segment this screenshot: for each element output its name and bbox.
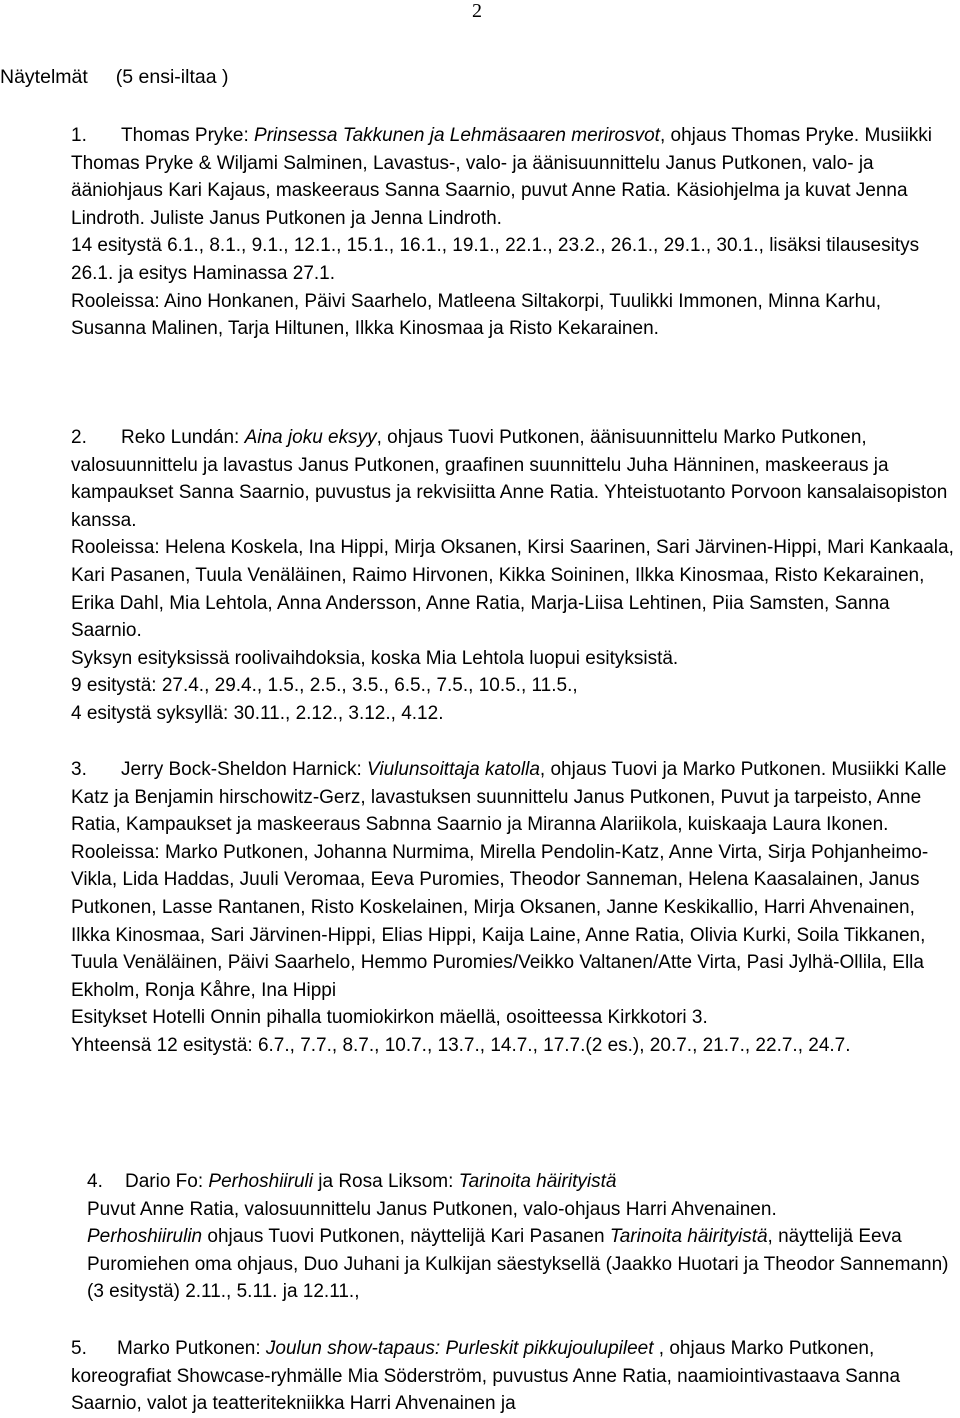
play-credits: , ohjaus Tuovi Putkonen, äänisuunnittelu Marko Putkonen, valosuunnittelu ja lavastus Janus Putkonen, graafinen suunnittelu Juha Hänninen, maskeeraus ja kampaukset Sanna Saarnio, puvustus ja rekvisiitta Anne Ratia. Yhteistuotanto Porvoon kansalaisopiston kanssa. bbox=[71, 427, 948, 531]
play-title-a: Perhoshiiruli bbox=[208, 1171, 313, 1192]
play-author: Reko Lundán: bbox=[121, 427, 245, 448]
play-credits: , ohjaus Thomas Pryke. Musiikki Thomas Pryke & Wiljami Salminen, Lavastus-, valo- ja äänisuunnittelu Janus Putkonen, valo- ja ääniohjaus Kari Kajaus, maskeeraus Sanna Saarnio, puvut Anne Ratia. Käsiohjelma ja kuvat Jenna Lindroth. Juliste Janus Putkonen ja Jenna Lindroth. bbox=[71, 125, 933, 229]
play-performances: Yhteensä 12 esitystä: 6.7., 7.7., 8.7., 10.7., 13.7., 14.7., 17.7.(2 es.), 20.7., 21.7., 22.7., 24.7. bbox=[71, 1034, 851, 1056]
play-details bbox=[87, 1223, 957, 1306]
play-entry-3 bbox=[71, 756, 956, 1060]
heading-title: Näytelmät bbox=[0, 66, 88, 88]
play-cast: Rooleissa: Marko Putkonen, Johanna Nurmima, Mirella Pendolin-Katz, Anne Virta, Sirja Pohjanheimo-Vikla, Lida Haddas, Juuli Veromaa, Eeva Puromies, Theodor Sanneman, Helena Kaasalainen, Janus Putkonen, Lasse Rantanen, Risto Koskelainen, Mirja Oksanen, Janne Keskikallio, Harri Ahvenainen, Ilkka Kinosmaa, Sari Järvinen-Hippi, Elias Hippi, Kaija Laine, Anne Ratia, Olivia Kurki, Soila Tikkanen, Tuula Venäläinen, Päivi Saarhelo, Hemmo Puromies/Veikko Valtanen/Atte Virta, Pasi Jylhä-Ollila, Ella Ekholm, Ronja Kåhre, Ina Hippi bbox=[71, 841, 929, 1001]
play-performances: 14 esitystä 6.1., 8.1., 9.1., 12.1., 15.1., 16.1., 19.1., 22.1., 23.2., 26.1., 29.1., 30.1., lisäksi tilausesitys 26.1. ja esitys Haminassa 27.1. bbox=[71, 235, 920, 284]
entry-number: 4. bbox=[87, 1171, 103, 1192]
entry-number: 1. bbox=[71, 125, 87, 146]
entry-number: 2. bbox=[71, 427, 87, 448]
entry-number: 3. bbox=[71, 759, 87, 780]
play-title: Aina joku eksyy bbox=[244, 427, 377, 448]
play-joiner: ja Rosa Liksom: bbox=[312, 1171, 459, 1192]
play-title-b: Tarinoita häirityistä bbox=[458, 1171, 617, 1192]
play-entry-1 bbox=[71, 122, 956, 343]
play-credits: , ohjaus Marko Putkonen, koreografiat Showcase-ryhmälle Mia Söderström, puvustus Anne Ratia, naamiointivastaava Sanna Saarnio, valot ja teatteritekniikka Harri Ahvenainen ja bbox=[71, 1338, 901, 1415]
play-entry-2 bbox=[71, 424, 956, 728]
play-cast: Rooleissa: Aino Honkanen, Päivi Saarhelo, Matleena Siltakorpi, Tuulikki Immonen, Minna Karhu, Susanna Malinen, Tarja Hiltunen, Ilkka Kinosmaa ja Risto Kekarainen. bbox=[71, 290, 882, 340]
play-author: Jerry Bock-Sheldon Harnick: bbox=[121, 759, 368, 780]
page-number: 2 bbox=[472, 0, 482, 22]
play-author-a: Dario Fo: bbox=[125, 1171, 209, 1192]
entry-number: 5. bbox=[71, 1338, 87, 1359]
play-entry-1-credits bbox=[71, 122, 956, 232]
play-title-b-repeat: Tarinoita häirityistä bbox=[609, 1226, 768, 1248]
play-credits: , ohjaus Tuovi ja Marko Putkonen. Musiikki Kalle Katz ja Benjamin hirschowitz-Gerz, lavastuksen suunnittelu Janus Putkonen, Puvut ja tarpeisto, Anne Ratia, Kampaukset ja maskeeraus Sabnna Saarnio ja Miranna Alariikola, kuiskaaja Laura Ikonen. bbox=[71, 759, 947, 836]
play-entry-4 bbox=[87, 1168, 957, 1306]
play-author: Thomas Pryke: bbox=[121, 125, 255, 146]
play-venue: Esitykset Hotelli Onnin pihalla tuomiokirkon mäellä, osoitteessa Kirkkotori 3. bbox=[71, 1007, 708, 1029]
play-entry-5 bbox=[71, 1335, 956, 1418]
play-entry-4-title-line bbox=[87, 1168, 957, 1196]
play-entry-2-credits bbox=[71, 424, 956, 534]
play-entry-5-credits bbox=[71, 1335, 956, 1418]
play-title: Joulun show-tapaus: Purleskit pikkujoulupileet bbox=[265, 1338, 654, 1359]
section-heading bbox=[0, 66, 229, 89]
heading-subtitle: (5 ensi-iltaa ) bbox=[115, 66, 229, 88]
play-details-tail: , näyttelijä Eeva Puromiehen oma ohjaus, Duo Juhani ja Kulkijan säestyksellä (Jaakko Huotari ja Theodor Sannemann) (3 esitystä) 2.11., 5.11. ja 12.11., bbox=[87, 1226, 949, 1303]
play-performances-spring: 9 esitystä: 27.4., 29.4., 1.5., 2.5., 3.5., 6.5., 7.5., 10.5., 11.5., bbox=[71, 675, 578, 697]
play-title: Viulunsoittaja katolla bbox=[367, 759, 540, 780]
play-title: Prinsessa Takkunen ja Lehmäsaaren merirosvot bbox=[254, 125, 660, 146]
play-cast: Rooleissa: Helena Koskela, Ina Hippi, Mirja Oksanen, Kirsi Saarinen, Sari Järvinen-Hippi, Mari Kankaala, Kari Pasanen, Tuula Venäläinen, Raimo Hirvonen, Kikka Soininen, Ilkka Kinosmaa, Risto Kekarainen, Erika Dahl, Mia Lehtola, Anna Andersson, Anne Ratia, Marja-Liisa Lehtinen, Piia Samsten, Sanna Saarnio. bbox=[71, 537, 954, 642]
play-note: Syksyn esityksissä roolivaihdoksia, koska Mia Lehtola luopui esityksistä. bbox=[71, 647, 679, 669]
play-performances-autumn: 4 esitystä syksyllä: 30.11., 2.12., 3.12., 4.12. bbox=[71, 702, 444, 724]
play-details-mid: ohjaus Tuovi Putkonen, näyttelijä Kari Pasanen bbox=[202, 1226, 610, 1248]
play-author: Marko Putkonen: bbox=[117, 1338, 266, 1359]
play-title-a-genitive: Perhoshiirulin bbox=[87, 1226, 203, 1248]
play-entry-3-credits bbox=[71, 756, 956, 839]
play-credits: Puvut Anne Ratia, valosuunnittelu Janus Putkonen, valo-ohjaus Harri Ahvenainen. bbox=[87, 1198, 777, 1220]
